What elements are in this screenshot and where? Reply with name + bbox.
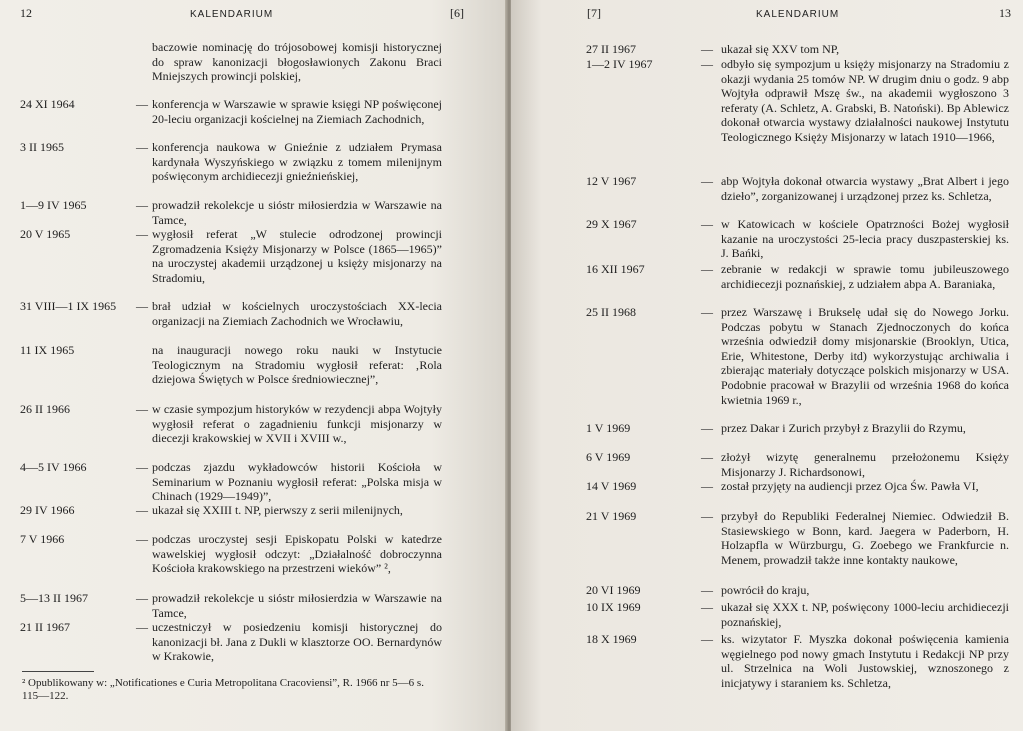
section-number: [7] (587, 6, 601, 20)
entry-text: konferencja w Warszawie w sprawie księgi NP poświęconej 20-leciu organizacji kościelnej na Ziemiach Zachodnich, (152, 97, 442, 126)
entry-date: 1—2 IV 1967 (586, 57, 653, 71)
footnote: ² Opublikowany w: „Notificationes e Curia Metropolitana Cracoviensi”, R. 1966 nr 5—6 s. 115—122. (22, 677, 424, 702)
entry-dash: — (136, 227, 148, 241)
entry-date: 1—9 IV 1965 (20, 198, 87, 212)
running-title-text: KALENDARIUM (190, 9, 274, 20)
entry-dash: — (136, 97, 148, 111)
entry-text: powrócił do kraju, (721, 583, 810, 597)
entry-text: uczestniczył w posiedzeniu komisji historycznej do kanonizacji bł. Jana z Dukli w klasztorze OO. Bernardynów w Krakowie, (152, 620, 442, 664)
entry-text: prowadził rekolekcje u sióstr miłosierdzia w Warszawie na Tamce, (152, 198, 442, 227)
entry-date: 7 V 1966 (20, 532, 65, 546)
entry-dash: — (136, 532, 148, 546)
entry-dash: — (701, 509, 713, 523)
entry-date: 4—5 IV 1966 (20, 460, 87, 474)
entry-text: podczas uroczystej sesji Episkopatu Polski w katedrze wawelskiej wygłosił odczyt: „Działalność dobroczynna Kościoła krakowskiego na przestrzeni wieków” ², (152, 532, 442, 576)
entry-dash: — (701, 305, 713, 319)
entry-dash: — (136, 299, 148, 313)
entry-date: 16 XII 1967 (586, 262, 645, 276)
footnote-rule (22, 671, 94, 672)
entry-text: złożył wizytę generalnemu przełożonemu Księży Misjonarzy J. Richardsonowi, (721, 450, 1009, 479)
entry-date: 26 II 1966 (20, 402, 70, 416)
entry-date: 11 IX 1965 (20, 343, 75, 357)
entry-date: 20 V 1965 (20, 227, 71, 241)
entry-dash: — (701, 174, 713, 188)
right-page (511, 0, 1023, 731)
running-title (190, 6, 273, 22)
entry-text: przez Dakar i Zurich przybył z Brazylii do Rzymu, (721, 421, 966, 435)
entry-text: ukazał się XXX t. NP, poświęcony 1000-leciu archidiecezji poznańskiej, (721, 600, 1009, 629)
entry-date: 21 V 1969 (586, 509, 637, 523)
entry-dash: — (136, 460, 148, 474)
entry-dash: — (136, 620, 148, 634)
entry-dash: — (701, 450, 713, 464)
entry-date: 6 V 1969 (586, 450, 631, 464)
entry-text: w Katowicach w kościele Opatrzności Bożej wygłosił kazanie na uroczystości 25-lecia pracy duszpasterskiej ks. J. Bańki, (721, 217, 1009, 261)
entry-dash: — (136, 591, 148, 605)
entry-dash: — (136, 503, 148, 517)
entry-date: 25 II 1968 (586, 305, 636, 319)
entry-dash: — (136, 198, 148, 212)
entry-dash: — (136, 140, 148, 154)
entry-date: 3 II 1965 (20, 140, 64, 154)
entry-text: brał udział w kościelnych uroczystościach XX-lecia organizacji na Ziemiach Zachodnich we Wrocławiu, (152, 299, 442, 328)
entry-text: w czasie sympozjum historyków w rezydencji abpa Wojtyły wygłosił referat o zagadnieniu funkcji misjonarzy w diecezji krakowskiej w XVII i XVIII w., (152, 402, 442, 446)
entry-text: ukazał się XXIII t. NP, pierwszy z serii milenijnych, (152, 503, 403, 517)
entry-text: baczowie nominację do trójosobowej komisji historycznej do spraw kanonizacji błogosławionych Zakonu Braci Mniejszych prowincji polskiej, (152, 40, 442, 84)
entry-date: 29 X 1967 (586, 217, 637, 231)
entry-text: przybył do Republiki Federalnej Niemiec. Odwiedził B. Stasiewskiego w Bonn, kard. Jaegera w Paderborn, H. Holzapfla w Würzburgu, G. Zoebego we Frankfurcie n. Menem, prowadził także inne kontakty naukowe, (721, 509, 1009, 567)
entry-dash: — (701, 632, 713, 646)
entry-date: 20 VI 1969 (586, 583, 641, 597)
entry-date: 31 VIII—1 IX 1965 (20, 299, 117, 313)
entry-dash: — (701, 479, 713, 493)
running-title-text: KALENDARIUM (756, 9, 840, 20)
entry-dash: — (701, 262, 713, 276)
entry-text: prowadził rekolekcje u sióstr miłosierdzia w Warszawie na Tamce, (152, 591, 442, 620)
entry-text: ukazał się XXV tom NP, (721, 42, 840, 56)
entry-text: wygłosił referat „W stulecie odrodzonej prowincji Zgromadzenia Księży Misjonarzy w Polsce (1865—1965)” na uroczystej akademii urządzonej u księży misjonarzy na Stradomiu, (152, 227, 442, 285)
entry-date: 5—13 II 1967 (20, 591, 88, 605)
entry-dash: — (701, 57, 713, 71)
page-number: 12 (20, 6, 32, 20)
entry-date: 27 II 1967 (586, 42, 636, 56)
entry-dash: — (701, 42, 713, 56)
entry-dash: — (701, 217, 713, 231)
entry-text: odbyło się sympozjum u księży misjonarzy na Stradomiu z okazji wydania 25 tomów NP. W drugim dniu o godz. 9 abp Wojtyła odprawił Mszę św., na akademii wygłoszono 3 referaty (A. Schletz, A. Grabski, B. Natoński). Bp Ablewicz dokonał otwarcia wystawy działalności naukowej Instytutu Teologicznego Księży Misjonarzy w latach 1910—1966, (721, 57, 1009, 144)
entry-date: 14 V 1969 (586, 479, 637, 493)
entry-date: 24 XI 1964 (20, 97, 75, 111)
entry-date: 12 V 1967 (586, 174, 637, 188)
entry-text: konferencja naukowa w Gnieźnie z udziałem Prymasa kardynała Wyszyńskiego w związku z tomem milenijnym poświęconym archidiecezji gnieźnieńskiej, (152, 140, 442, 184)
page-number: 13 (999, 6, 1011, 20)
running-title (756, 6, 839, 22)
entry-date: 1 V 1969 (586, 421, 631, 435)
entry-text: podczas zjazdu wykładowców historii Kościoła w Seminarium w Poznaniu wygłosił referat: „Polska misja w Chinach (1929—1949)”, (152, 460, 442, 504)
entry-text: zebranie w redakcji w sprawie tomu jubileuszowego archidiecezji poznańskiej, z udziałem abpa A. Baraniaka, (721, 262, 1009, 291)
entry-text: na inauguracji nowego roku nauki w Instytucie Teologicznym na Stradomiu wygłosił referat: ‚Rola dziejowa Świętych w Polsce średniowiecznej”, (152, 343, 442, 387)
section-number: [6] (450, 6, 464, 20)
entry-date: 18 X 1969 (586, 632, 637, 646)
entry-text: został przyjęty na audiencji przez Ojca Św. Pawła VI, (721, 479, 979, 493)
entry-date: 29 IV 1966 (20, 503, 75, 517)
entry-dash: — (701, 421, 713, 435)
left-page (0, 0, 507, 731)
entry-dash: — (701, 583, 713, 597)
entry-date: 21 II 1967 (20, 620, 70, 634)
entry-date: 10 IX 1969 (586, 600, 641, 614)
entry-text: przez Warszawę i Brukselę udał się do Nowego Jorku. Podczas pobytu w Stanach Zjednoczonych do końca września odwiedził domy misjonarskie (Brooklyn, Utica, Erie, Whitestone, Derby itd) wykorzystując archiwalia i zbierając materiały dotyczące polskich misjonarzy w USA. Podobnie pracował w Brazylii od września 1968 do końca kwietnia 1969 r., (721, 305, 1009, 407)
entry-text: ks. wizytator F. Myszka dokonał poświęcenia kamienia węgielnego pod nowy gmach Instytutu i Redakcji NP przy ul. Strzelnica na Woli Justowskiej, wznoszonego z inicjatywy i staraniem ks. Schletza, (721, 632, 1009, 690)
entry-text: abp Wojtyła dokonał otwarcia wystawy „Brat Albert i jego dzieło”, zorganizowanej i urządzonej przez ks. Schletza, (721, 174, 1009, 203)
entry-dash: — (136, 402, 148, 416)
entry-dash: — (701, 600, 713, 614)
